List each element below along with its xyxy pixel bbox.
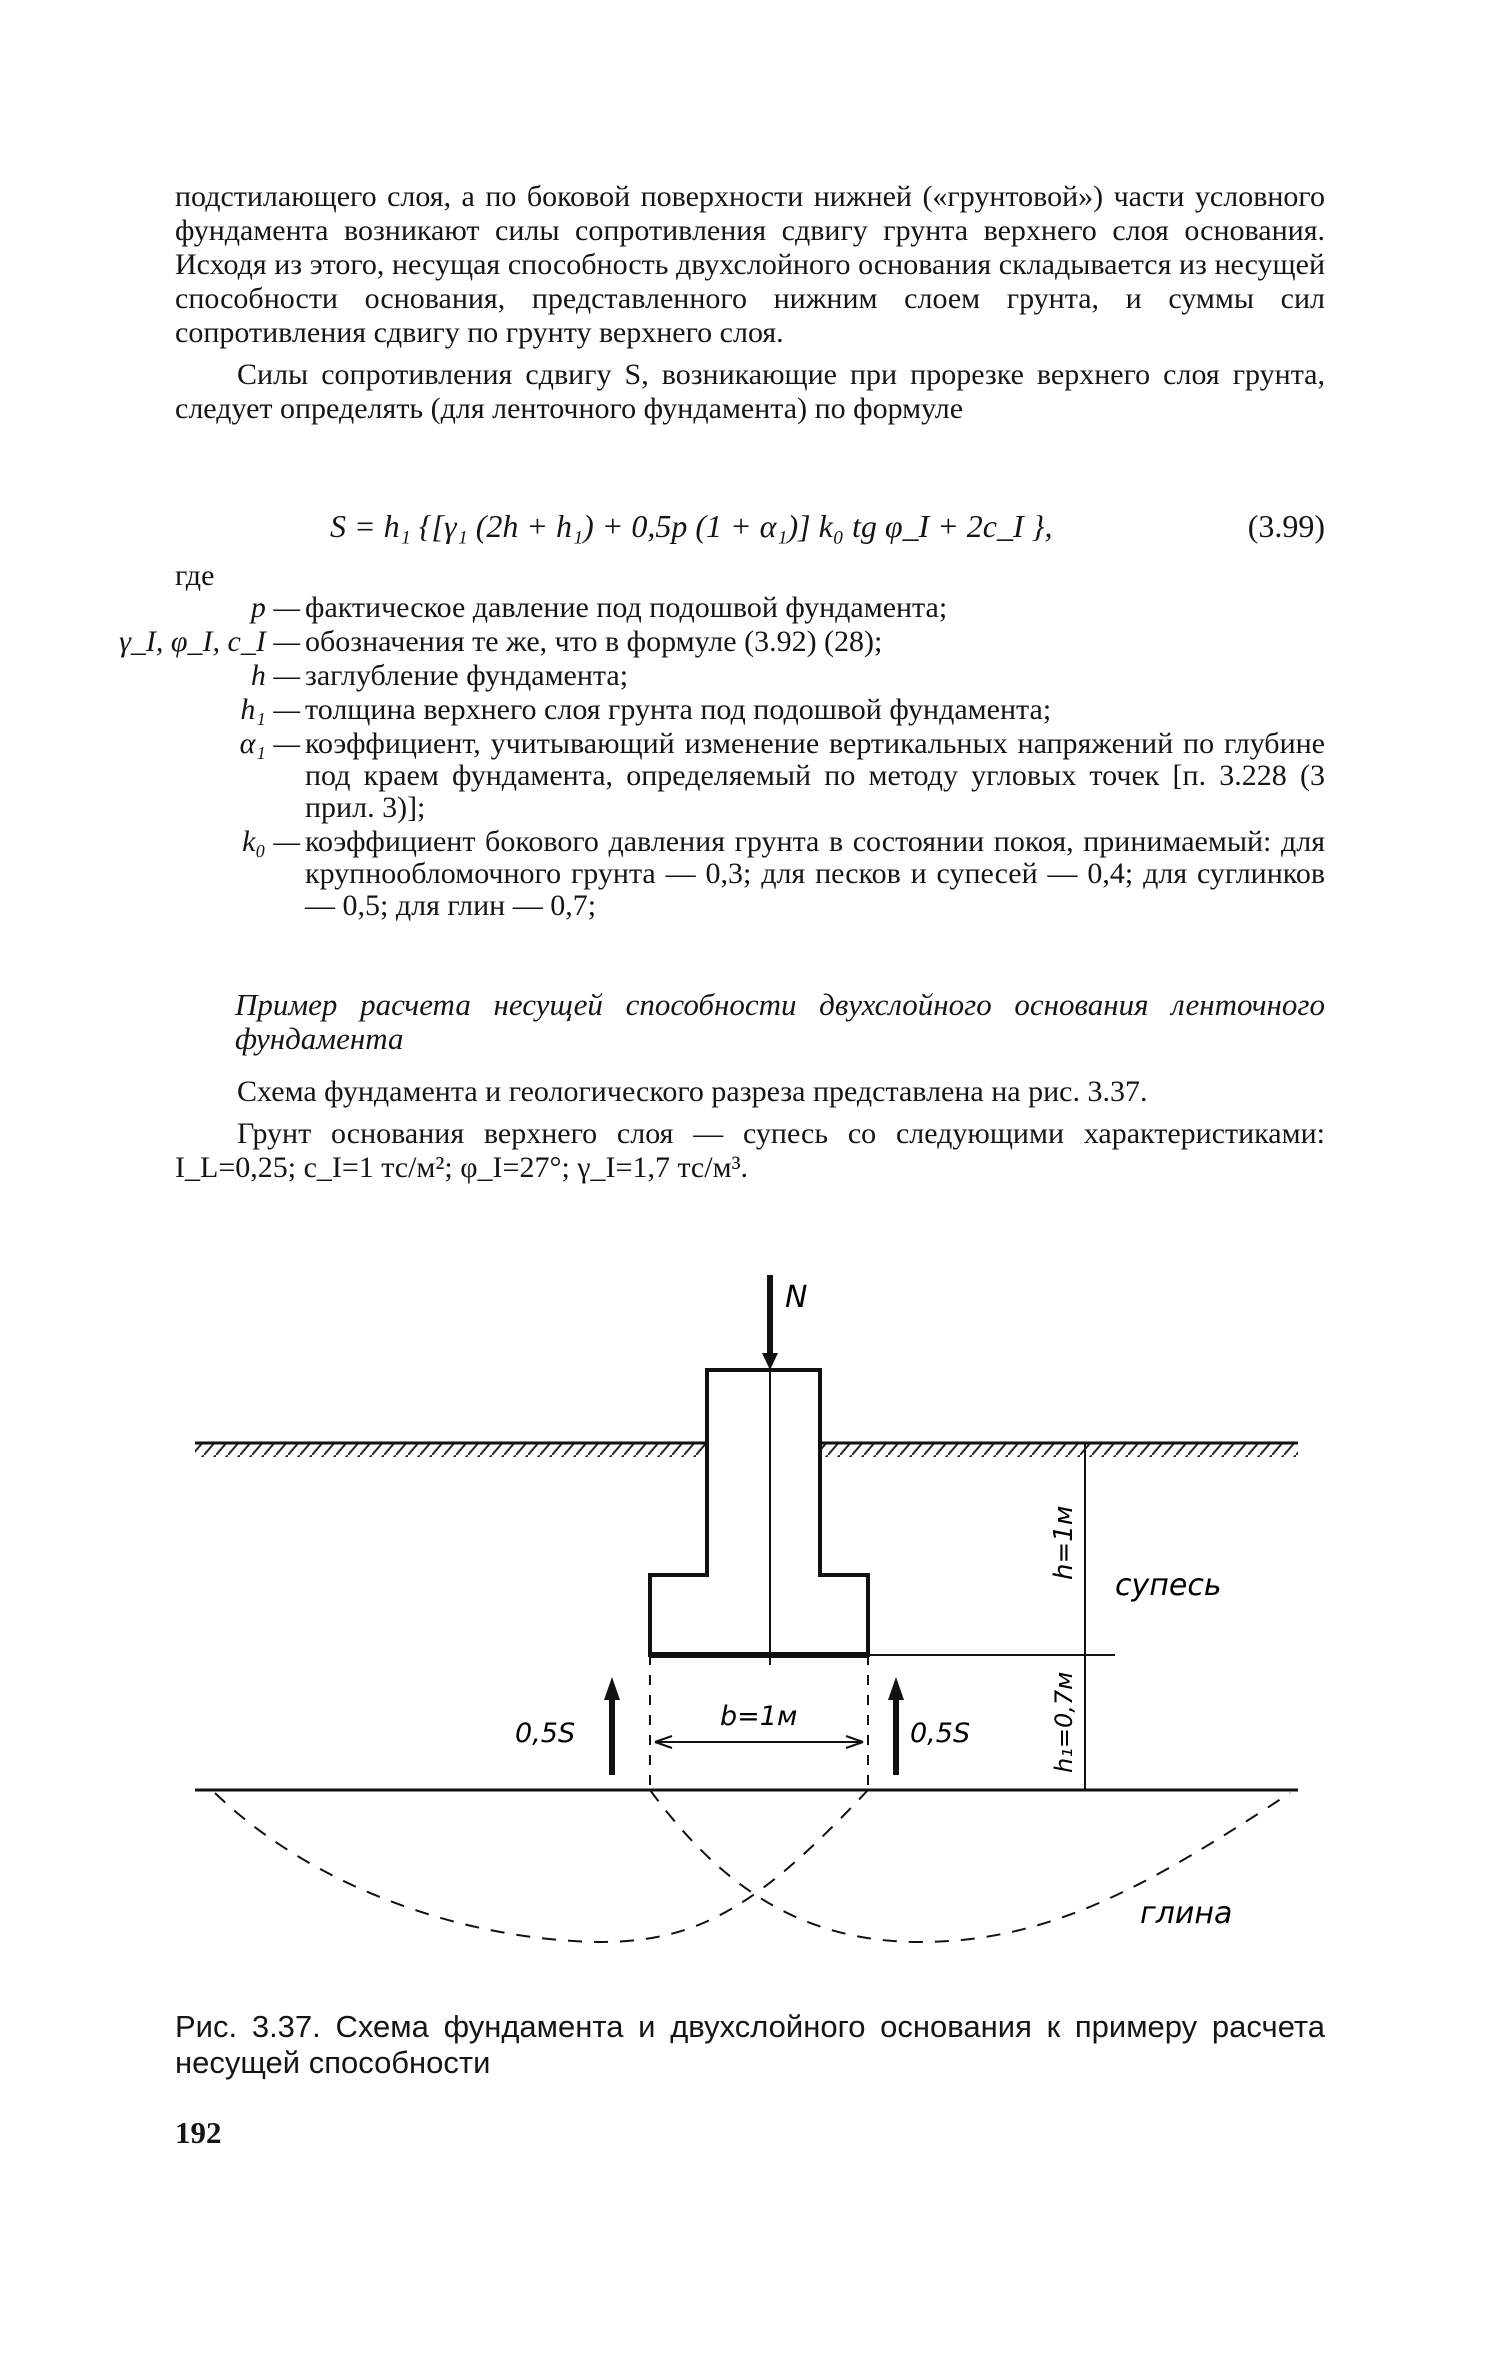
soil-upper-label: супесь	[1115, 1568, 1222, 1603]
definition-text: толщина верхнего слоя грунта под подошвой фундамента;	[305, 693, 1052, 726]
width-dimension	[655, 1736, 863, 1748]
paragraph-3: Схема фундамента и геологического разреза представлена на рис. 3.37.	[237, 1075, 1148, 1108]
foundation-diagram	[0, 1245, 1499, 1985]
paragraph-4: Грунт основания верхнего слоя — супесь со следующими характеристиками: I_L=0,25; c_I=1 тс/м²; φ_I=27°; γ_I=1,7 тс/м³.	[175, 1117, 1325, 1184]
definition-symbol: h₁ —	[240, 693, 300, 726]
foundation-outline	[650, 1370, 868, 1655]
definition-text: коэффициент, учитывающий изменение вертикальных напряжений по глубине под краем фундамента, определяемый по методу угловых точек [п. 3.228 (3 прил. 3)];	[305, 727, 1325, 824]
formula-number: (3.99)	[1247, 508, 1325, 544]
example-heading: Пример расчета несущей способности двухслойного основания ленточного фундамента	[235, 987, 1325, 1056]
load-label: N	[785, 1280, 808, 1315]
figure-caption: Рис. 3.37. Схема фундамента и двухслойного основания к примеру расчета несущей способности	[175, 2009, 1325, 2080]
definition-item	[175, 660, 1325, 692]
paragraph-2: Силы сопротивления сдвигу S, возникающие при прорезке верхнего слоя грунта, следует определять (для ленточного фундамента) по формуле	[175, 358, 1325, 425]
definition-item	[175, 694, 1325, 726]
definition-text: фактическое давление под подошвой фундамента;	[305, 591, 948, 624]
definition-item	[175, 826, 1325, 922]
definition-item	[175, 728, 1325, 824]
definition-symbol: h —	[250, 659, 300, 692]
definition-symbol: p —	[250, 591, 300, 624]
formula-3-99	[175, 508, 1325, 552]
definition-symbol: α₁ —	[239, 727, 300, 760]
force-left-label: 0,5S	[515, 1718, 576, 1749]
force-arrow-left	[604, 1677, 620, 1775]
definition-symbol: k₀ —	[242, 825, 300, 858]
depth-h1-label: h₁=0,7м	[1050, 1671, 1078, 1773]
definition-text: заглубление фундамента;	[305, 659, 629, 692]
definition-item	[175, 592, 1325, 624]
failure-curves	[215, 1790, 1290, 1942]
ground-surface-hatch	[195, 1443, 1298, 1457]
force-right-label: 0,5S	[910, 1718, 971, 1749]
definition-item	[119, 625, 1325, 658]
definition-symbol: γ_I, φ_I, c_I —	[119, 625, 300, 658]
definition-text: коэффициент бокового давления грунта в состоянии покоя, принимаемый: для крупнообломочного грунта — 0,3; для песков и супесей — 0,4; для суглинков — 0,5; для глин — 0,7;	[305, 825, 1325, 922]
depth-h-label: h=1м	[1049, 1505, 1079, 1580]
force-arrow-right	[888, 1677, 904, 1775]
width-b-label: b=1м	[720, 1701, 798, 1732]
paragraph-1: подстилающего слоя, а по боковой поверхности нижней («грунтовой») части условного фундамента возникают силы сопротивления сдвигу грунта верхнего слоя основания. Исходя из этого, несущая способность двухслойного основания складывается из несущей способности основания, представленного нижним слоем грунта, и суммы сил сопротивления сдвигу по грунту верхнего слоя.	[175, 180, 1325, 349]
where-word: где	[175, 559, 215, 592]
text-block-example	[175, 1075, 1325, 1185]
definition-text: обозначения те же, что в формуле (3.92) (28);	[305, 625, 883, 658]
text-block-top	[175, 180, 1325, 426]
soil-lower-label: глина	[1140, 1896, 1233, 1931]
definitions-list	[119, 559, 1325, 924]
page-number: 192	[175, 2115, 222, 2150]
formula-expression: S = h₁ {[γ₁ (2h + h₁) + 0,5p (1 + α₁)] k₀ tg φ_I + 2c_I },	[330, 508, 1053, 544]
load-arrow	[762, 1275, 778, 1370]
